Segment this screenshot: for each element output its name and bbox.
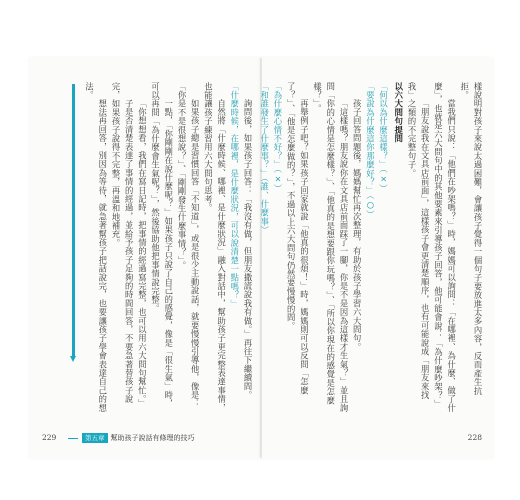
paragraph: 子是否清楚表達了事情的經過，並給予孩子足夠的時間回答，不要急著替孩子說完，如果孩子說得不完整，再溫和地補充。 (110, 82, 135, 404)
left-page-text (64, 82, 254, 412)
running-head-dash (68, 438, 78, 439)
running-title: 幫助孩子說話有條理的技巧 (110, 434, 195, 442)
question-example: 「什麼時候，在哪裡，是什麼狀況，可以說清楚一點嗎？」 (229, 82, 240, 309)
paragraph: 詢問後，如果孩子回答：「我沒有做，但朋友撒謊說我有做。」再往下繼續問。 (243, 98, 253, 399)
paragraph: 孩子回答問題後，媽媽幫忙再次整理，有助於孩子學習六大問句。 (352, 98, 363, 351)
chapter-label: 第五章 (82, 433, 108, 443)
paragraph: 樣說明對孩子來說太過困難，會讓孩子覺得一個句子要放進太多內容，反而產生抗拒。 (459, 82, 483, 396)
paragraph: 再舉例子吧？如果孩子回家就說「他真的很煩！」時，媽媽則可以反問「怎麼了？」、「他是怎麼做的？」，不過以上六大問句仍然要慢慢的問。 (286, 82, 310, 395)
paragraph: 「這樣嗎？朋友說你在文具店前面踩了一腳，你是不是因為這樣才生氣？」並且詢問「你的心情是怎麼樣？」、「他真的是想要跟你玩嗎？」、「所以你現在的感覺是怎麼樣？」。 (312, 82, 349, 412)
paragraph: 「朋友說我在文具店前面」，這樣孩子會更清楚順序，也有可能說成「朋友來找我」之類的不完整句子。 (406, 82, 431, 399)
paragraph: 自然將「什麼時候、哪裡、是什麼狀況」融入對話中，幫助孩子更完整表達事情，也能讓孩子練習用六大問句思考。 (203, 82, 227, 412)
section-heading: 以六大問句提問 (393, 82, 404, 143)
right-page-text (259, 82, 484, 412)
left-page (28, 58, 260, 458)
paragraph: 「你想想看，我們在寫日記時，把事情的經過寫完整，也可以用六大問句幫忙。」 (137, 98, 148, 408)
paragraph: 想法再回答，別因為等待，就急著幫孩子把話說完，也要讓孩子學會表達自己的想法。 (84, 82, 108, 412)
question-example: 「要說為什麼這你那麼好？」（○） (365, 82, 376, 219)
margin-accent-bar (72, 84, 75, 356)
paragraph: 一點，「你剛剛在說什麼呢？」如果孩子只說了自己的感覺，像是「很生氣」時，可以再問「為什麼會生氣呢？」，然後協助他把事情說完整。 (150, 82, 174, 408)
paragraph: 如果孩子總是習慣回答「不知道」，或是很少主動說話，就要慢慢引導他，像是：「你是不是很想說？」、「剛剛發生什麼事情？」。 (176, 82, 201, 408)
paragraph: 當我們只說：「他們在吵架嗎？」時，媽媽可以詢問：「在哪裡、為什麼、做了什麼」，也就是六大問句中的其他要素來引導孩子回答，他可能會說：「為什麼吵架？」 (433, 82, 457, 412)
question-example: 「何以為什麼這樣？」（×） (378, 82, 389, 193)
question-example: 「為什麼心情不好？」（×） (272, 82, 283, 193)
page-number-right: 228 (467, 433, 482, 442)
page-number-left: 229 (42, 433, 57, 442)
right-page (259, 58, 494, 458)
margin-arrow-icon (70, 356, 76, 362)
question-example: 「和誰發生了什麼事？」（誰、什麼事） (259, 82, 270, 235)
running-head (68, 433, 195, 443)
